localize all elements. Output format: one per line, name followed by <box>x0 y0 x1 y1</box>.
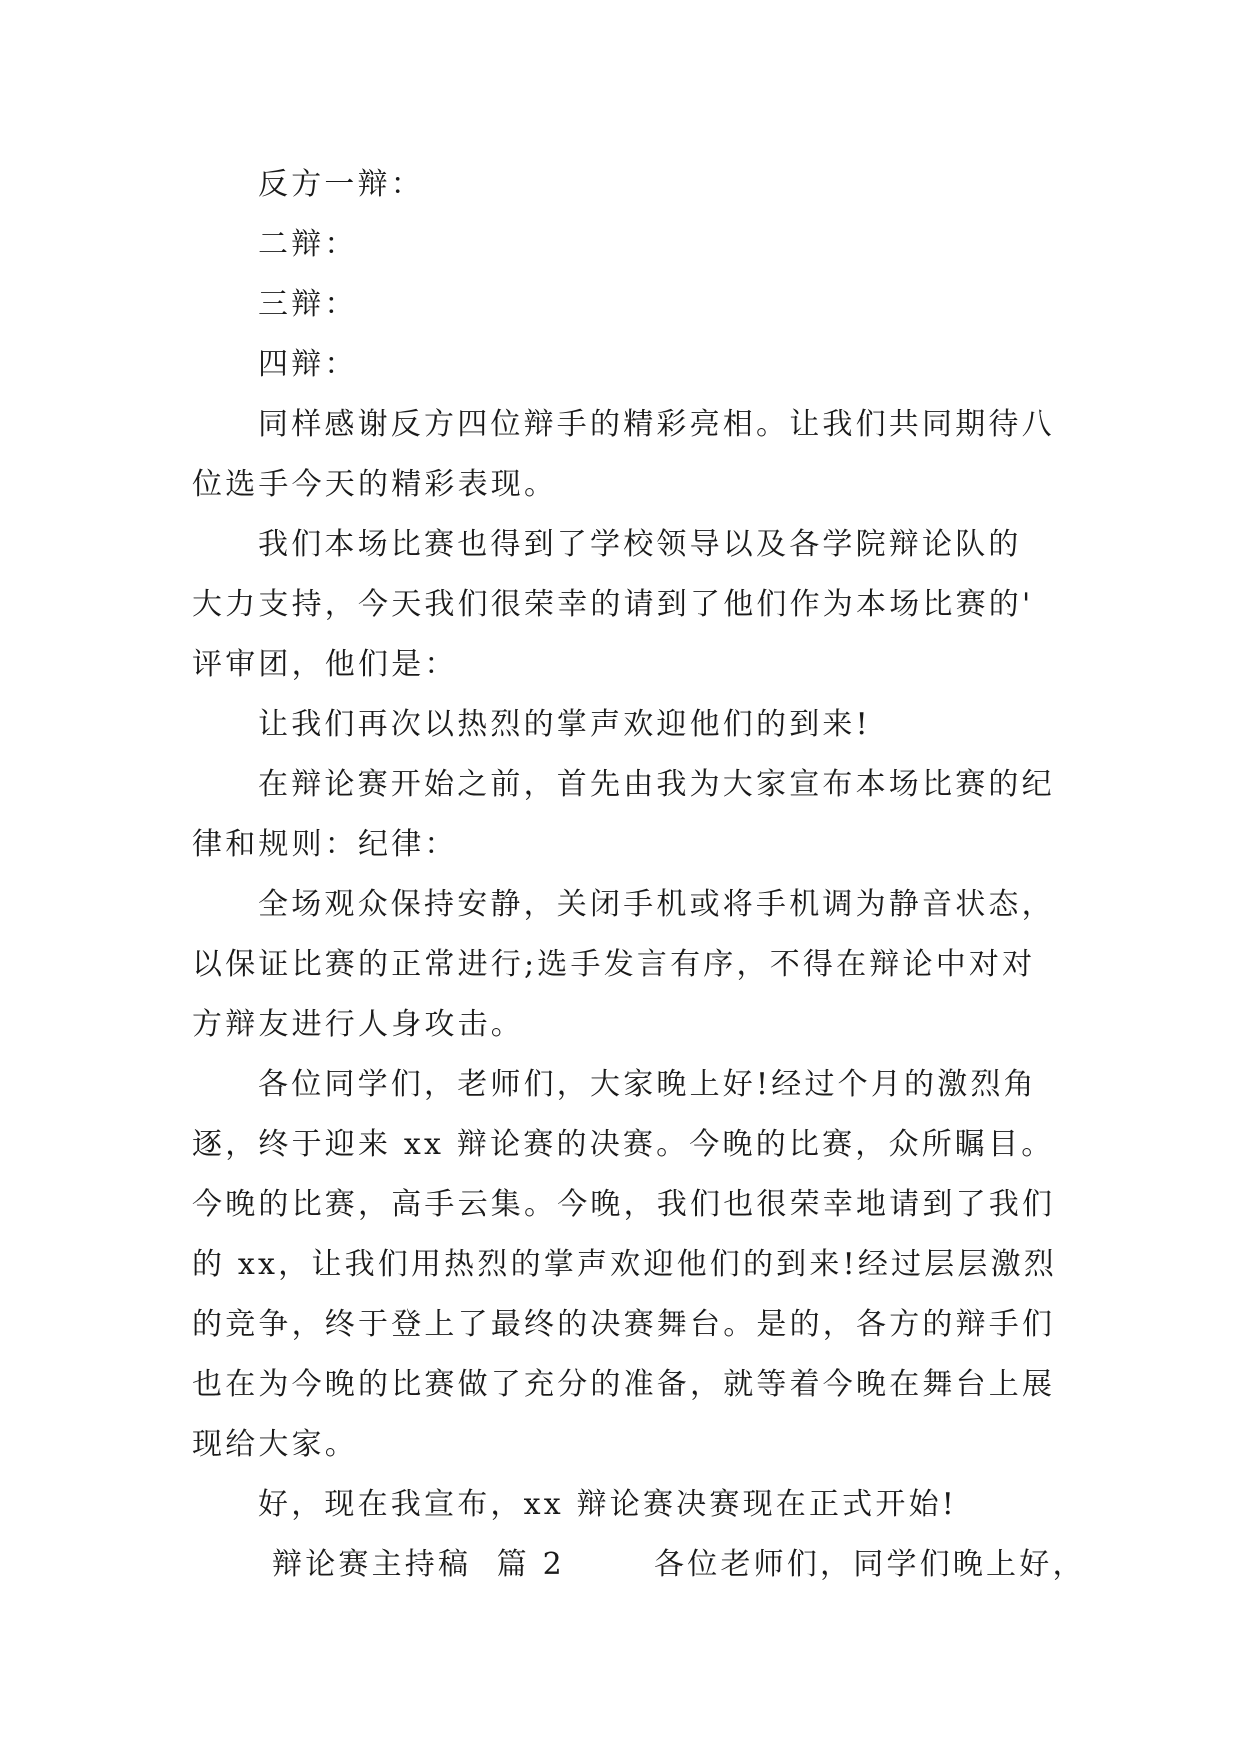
text-line: 全场观众保持安静，关闭手机或将手机调为静音状态， <box>258 887 1055 922</box>
text-line: 反方一辩： <box>258 167 424 202</box>
text-line: 大力支持，今天我们很荣幸的请到了他们作为本场比赛的' <box>192 587 1034 622</box>
text-line: 方辩友进行人身攻击。 <box>192 1007 524 1042</box>
text-line: 四辩： <box>258 347 358 382</box>
text-line: 二辩： <box>258 227 358 262</box>
text-line: 评审团，他们是： <box>192 647 458 682</box>
text-line: 各位同学们，老师们，大家晚上好!经过个月的激烈角 <box>258 1067 1037 1102</box>
text-line: 好，现在我宣布，xx 辩论赛决赛现在正式开始! <box>258 1487 958 1522</box>
text-line: 今晚的比赛，高手云集。今晚，我们也很荣幸地请到了我们 <box>192 1187 1056 1222</box>
text-line: 逐，终于迎来 xx 辩论赛的决赛。今晚的比赛，众所瞩目。 <box>192 1127 1055 1162</box>
text-line: 以保证比赛的正常进行;选手发言有序，不得在辩论中对对 <box>192 947 1036 982</box>
text-line: 同样感谢反方四位辩手的精彩亮相。让我们共同期待八 <box>258 407 1055 442</box>
text-line: 在辩论赛开始之前，首先由我为大家宣布本场比赛的纪 <box>258 767 1055 802</box>
text-line: 的 xx，让我们用热烈的掌声欢迎他们的到来!经过层层激烈 <box>192 1247 1058 1282</box>
text-line: 也在为今晚的比赛做了充分的准备，就等着今晚在舞台上展 <box>192 1367 1056 1402</box>
text-line: 我们本场比赛也得到了学校领导以及各学院辩论队的 <box>258 527 1022 562</box>
text-line: 律和规则：纪律： <box>192 827 458 862</box>
text-line: 的竞争，终于登上了最终的决赛舞台。是的，各方的辩手们 <box>192 1307 1056 1342</box>
text-line: 辩论赛主持稿 篇 2 各位老师们，同学们晚上好， <box>272 1547 1086 1582</box>
text-line: 让我们再次以热烈的掌声欢迎他们的到来! <box>258 707 871 742</box>
text-line: 现给大家。 <box>192 1427 358 1462</box>
text-line: 位选手今天的精彩表现。 <box>192 467 558 502</box>
text-line: 三辩： <box>258 287 358 322</box>
